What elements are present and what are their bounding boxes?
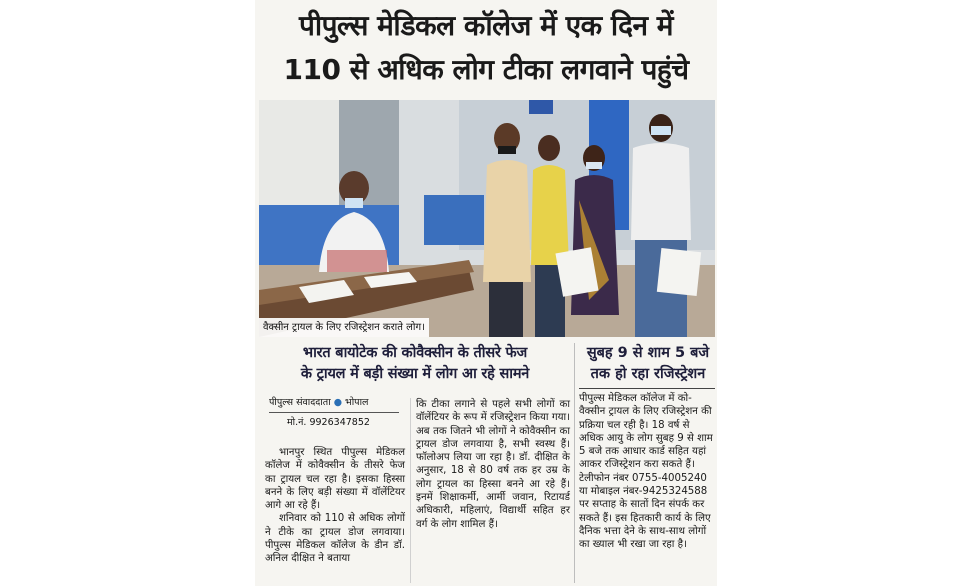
sidebar-body: पीपुल्स मेडिकल कॉलेज में को-वैक्सीन ट्रायल के लिए रजिस्ट्रेशन की प्रक्रिया चल रही है। 18 वर्ष से अधिक आयु के लोग सुबह 9 से शाम 5 बजे तक आधार कार्ड सहित यहां आकर रजिस्ट्रेशन करा सकते हैं। टेलीफोन नंबर 0755-4005240 या मोबाइल नंबर-9425324588 पर सप्ताह के सातों दिन संपर्क कर सकते हैं। इस हितकारी कार्य के लिए दैनिक भत्ता देने के साथ-साथ लोगों का ख्याल भी रखा जा रहा है।: [579, 393, 713, 551]
column-divider: [410, 398, 411, 583]
sidebar-divider: [574, 343, 575, 583]
news-clipping: [255, 0, 717, 586]
sidebar-headline-line-2: तक हो रहा रजिस्ट्रेशन: [590, 366, 706, 382]
story-subheadline: [259, 343, 571, 385]
sidebar-headline-line-1: सुबह 9 से शाम 5 बजे: [586, 345, 710, 361]
subheadline-line-2: के ट्रायल में बड़ी संख्या में लोग आ रहे सामने: [300, 366, 530, 382]
story-column-left: [265, 446, 405, 566]
subheadline-line-1: भारत बायोटेक की कोवैक्सीन के तीसरे फेज: [302, 345, 528, 361]
story-paragraph: भानपुर स्थित पीपुल्स मेडिकल कॉलेज में कोवैक्सीन के तीसरे फेज का ट्रायल चल रहा है। इसका हिस्सा बनने के लिए बड़ी संख्या में वॉलेंटियर आगे आ रहे हैं।: [265, 447, 405, 512]
headline-line-1: पीपुल्स मेडिकल कॉलेज में एक दिन में: [298, 9, 674, 42]
story-column-middle: [416, 398, 570, 531]
news-photo: [259, 100, 715, 337]
sidebar-rule: [579, 388, 715, 389]
byline-name: पीपुल्स संवाददाता: [269, 397, 331, 408]
byline-place: भोपाल: [345, 397, 369, 408]
byline: [269, 394, 399, 413]
photo-caption: वैक्सीन ट्रायल के लिए रजिस्ट्रेशन कराते लोग।: [259, 318, 429, 337]
byline-dot-icon: ●: [333, 397, 343, 408]
story-paragraph: शनिवार को 110 से अधिक लोगों ने टीके का ट्रायल डोज लगवाया। पीपुल्स मेडिकल कॉलेज के डीन डॉ. अनिल दीक्षित ने बताया: [265, 513, 405, 565]
sidebar-headline: [579, 343, 717, 385]
story-paragraph: कि टीका लगाने से पहले सभी लोगों का वॉलेंटियर के रूप में रजिस्ट्रेशन किया गया। अब तक जितने भी लोगों ने कोवैक्सीन का ट्रायल डोज लगवाया है, सभी स्वस्थ हैं। फॉलोअप लिया जा रहा है। डॉ. दीक्षित के अनुसार, 18 से 80 वर्ष तक हर उम्र के लोग ट्रायल का हिस्सा बनने आ रहे हैं। इनमें शिक्षाकर्मी, आर्मी जवान, रिटायर्ड अधिकारी, महिलाएं, विद्यार्थी सहित हर वर्ग के लोग शामिल हैं।: [416, 399, 570, 530]
headline: [255, 4, 717, 92]
headline-line-2: 110 से अधिक लोग टीका लगवाने पहुंचे: [283, 53, 689, 86]
photo-illustration: [259, 100, 715, 337]
reporter-mobile: मो.नं. 9926347852: [287, 417, 370, 428]
